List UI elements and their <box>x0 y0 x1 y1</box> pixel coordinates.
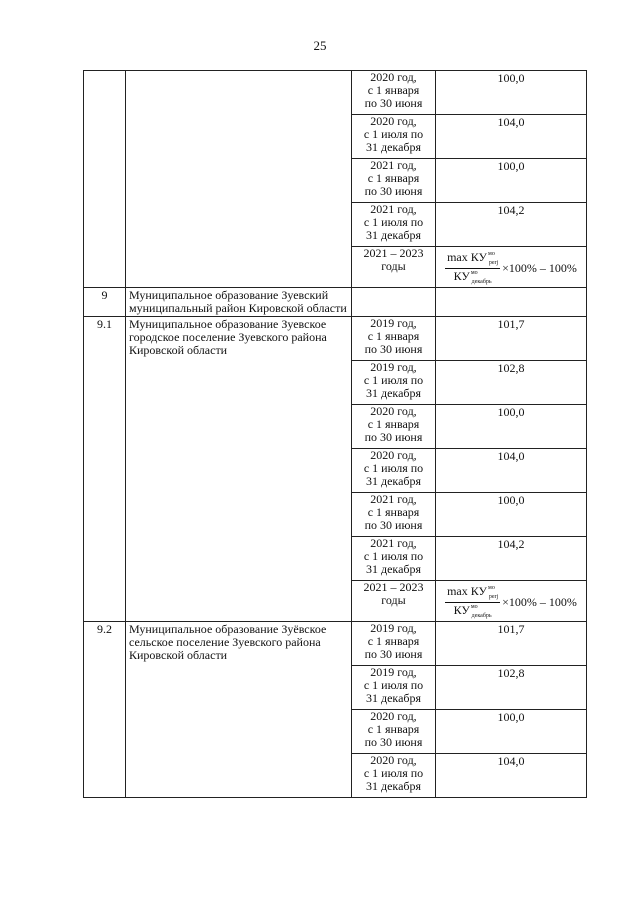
formula <box>439 248 583 286</box>
period-cell: 2019 год, с 1 июля по 31 декабря <box>352 361 436 405</box>
name-cell: Муниципальное образование Зуевский муниципальный район Кировской области <box>126 288 352 317</box>
num-cell <box>84 71 126 288</box>
period-cell: 2020 год, с 1 января по 30 июня <box>352 405 436 449</box>
period-cell: 2021 год, с 1 января по 30 июня <box>352 493 436 537</box>
tariff-index-table <box>83 70 587 798</box>
period-cell: 2019 год, с 1 июля по 31 декабря <box>352 666 436 710</box>
period-cell: 2020 год, с 1 января по 30 июня <box>352 71 436 115</box>
value-cell: 100,0 <box>436 159 587 203</box>
formula-numerator: max КУ <box>447 250 488 264</box>
formula-cell <box>436 247 587 288</box>
name-cell <box>126 71 352 288</box>
period-cell: 2019 год, с 1 января по 30 июня <box>352 317 436 361</box>
period-cell: 2020 год, с 1 июля по 31 декабря <box>352 115 436 159</box>
table-row <box>84 71 587 115</box>
page-number: 25 <box>313 38 327 53</box>
period-cell: 2021 – 2023 годы <box>352 247 436 288</box>
formula-rest: ×100% – 100% <box>502 261 577 275</box>
formula-den-sup: мо <box>470 270 478 276</box>
value-cell: 102,8 <box>436 361 587 405</box>
period-cell: 2019 год, с 1 января по 30 июня <box>352 622 436 666</box>
name-cell: Муниципальное образование Зуёвское сельское поселение Зуевского района Кировской области <box>126 622 352 798</box>
period-cell: 2020 год, с 1 июля по 31 декабря <box>352 449 436 493</box>
table-row <box>84 622 587 666</box>
formula <box>439 582 583 620</box>
period-cell <box>352 288 436 317</box>
num-cell: 9 <box>84 288 126 317</box>
formula-numerator: max КУ <box>447 584 488 598</box>
formula-den-sub: декабрь <box>471 279 492 285</box>
value-cell: 101,7 <box>436 317 587 361</box>
formula-denominator: КУ <box>453 269 470 283</box>
formula-den-sup: мо <box>470 604 478 610</box>
value-cell: 104,0 <box>436 754 587 798</box>
value-cell: 104,0 <box>436 115 587 159</box>
formula-cell <box>436 581 587 622</box>
value-cell: 100,0 <box>436 405 587 449</box>
table-row <box>84 317 587 361</box>
value-cell: 104,2 <box>436 203 587 247</box>
value-cell: 100,0 <box>436 493 587 537</box>
formula-num-sub: perj <box>488 594 499 600</box>
num-cell: 9.2 <box>84 622 126 798</box>
num-cell: 9.1 <box>84 317 126 622</box>
period-cell: 2021 год, с 1 января по 30 июня <box>352 159 436 203</box>
period-cell: 2020 год, с 1 января по 30 июня <box>352 710 436 754</box>
table-row <box>84 288 587 317</box>
formula-num-sup: мо <box>488 585 495 591</box>
formula-num-sup: мо <box>488 251 495 257</box>
value-cell: 102,8 <box>436 666 587 710</box>
value-cell: 100,0 <box>436 71 587 115</box>
formula-num-sub: perj <box>488 260 499 266</box>
name-cell: Муниципальное образование Зуевское городское поселение Зуевского района Кировской области <box>126 317 352 622</box>
value-cell: 100,0 <box>436 710 587 754</box>
period-cell: 2020 год, с 1 июля по 31 декабря <box>352 754 436 798</box>
period-cell: 2021 – 2023 годы <box>352 581 436 622</box>
value-cell: 104,0 <box>436 449 587 493</box>
value-cell <box>436 288 587 317</box>
value-cell: 101,7 <box>436 622 587 666</box>
formula-den-sub: декабрь <box>471 613 492 619</box>
formula-rest: ×100% – 100% <box>502 595 577 609</box>
formula-denominator: КУ <box>453 603 470 617</box>
period-cell: 2021 год, с 1 июля по 31 декабря <box>352 203 436 247</box>
value-cell: 104,2 <box>436 537 587 581</box>
period-cell: 2021 год, с 1 июля по 31 декабря <box>352 537 436 581</box>
